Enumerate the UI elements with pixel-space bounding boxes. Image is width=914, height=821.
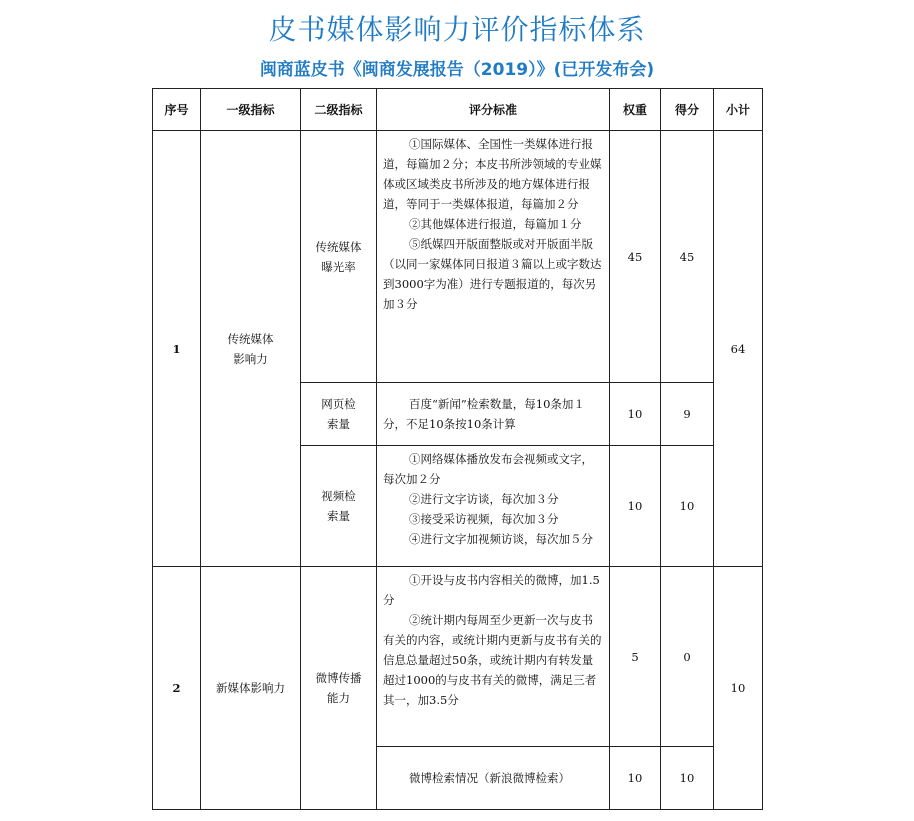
- criteria-cell: ①开设与皮书内容相关的微博，加1.5分 ②统计期内每周至少更新一次与皮书有关的内容，或统计期内更新与皮书有关的信息总量超过50条，或统计期内有转发量超过1000的与皮书有关的微博，满足三者其一，加3.5分: [377, 567, 610, 747]
- seq-cell: 1: [153, 131, 201, 567]
- score-cell: 10: [661, 747, 714, 810]
- page-title: 皮书媒体影响力评价指标体系: [268, 13, 646, 46]
- level1-cell: 新媒体影响力: [201, 567, 301, 810]
- level2-cell: 网页检索量: [301, 383, 377, 446]
- weight-cell: 10: [610, 446, 661, 567]
- weight-cell: 5: [610, 567, 661, 747]
- criteria-cell: 微博检索情况（新浪微博检索）: [377, 747, 610, 810]
- header-level1: 一级指标: [201, 89, 301, 131]
- header-criteria: 评分标准: [377, 89, 610, 131]
- criteria-cell: ①国际媒体、全国性一类媒体进行报道，每篇加２分；本皮书所涉领域的专业媒体或区域类皮书所涉及的地方媒体进行报道，等同于一类媒体报道，每篇加２分 ②其他媒体进行报道，每篇加１分 ⑤纸媒四开版面整版或对开版面半版（以同一家媒体同日报道３篇以上或字数达到3000字为准）进行专题报道的，每次另加３分: [377, 131, 610, 383]
- level2-cell: 传统媒体曝光率: [301, 131, 377, 383]
- subtotal-cell: 10: [714, 567, 763, 810]
- page-subtitle: 闽商蓝皮书《闽商发展报告（2019）》(已开发布会): [259, 60, 655, 80]
- criteria-cell: 百度“新闻”检索数量，每10条加１分，不足10条按10条计算: [377, 383, 610, 446]
- evaluation-table: [152, 88, 763, 810]
- level2-cell: 微博传播能力: [301, 567, 377, 810]
- weight-cell: 45: [610, 131, 661, 383]
- header-weight: 权重: [610, 89, 661, 131]
- score-cell: 0: [661, 567, 714, 747]
- table-row: [153, 131, 763, 383]
- header-subtotal: 小计: [714, 89, 763, 131]
- level2-cell: 视频检索量: [301, 446, 377, 567]
- level1-cell: 传统媒体影响力: [201, 131, 301, 567]
- weight-cell: 10: [610, 383, 661, 446]
- score-cell: 10: [661, 446, 714, 567]
- score-cell: 45: [661, 131, 714, 383]
- header-row: [153, 89, 763, 131]
- seq-cell: 2: [153, 567, 201, 810]
- subtotal-cell: 64: [714, 131, 763, 567]
- header-seq: 序号: [153, 89, 201, 131]
- table-row: [153, 567, 763, 747]
- header-score: 得分: [661, 89, 714, 131]
- score-cell: 9: [661, 383, 714, 446]
- header-level2: 二级指标: [301, 89, 377, 131]
- weight-cell: 10: [610, 747, 661, 810]
- criteria-cell: ①网络媒体播放发布会视频或文字，每次加２分 ②进行文字访谈，每次加３分 ③接受采访视频，每次加３分 ④进行文字加视频访谈，每次加５分: [377, 446, 610, 567]
